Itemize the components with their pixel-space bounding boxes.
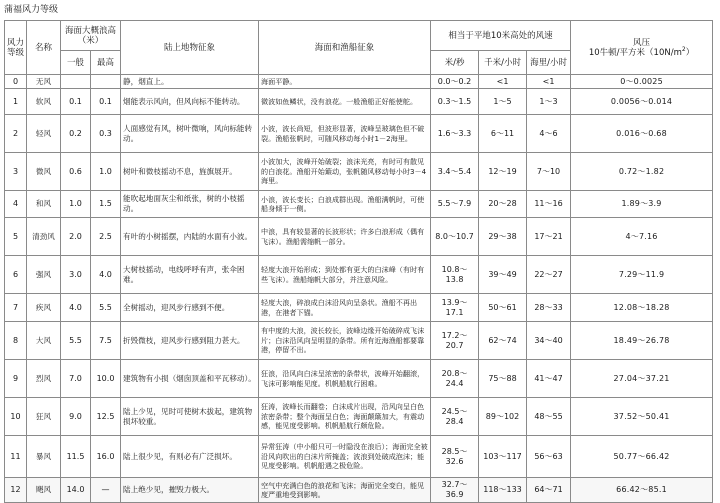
row-speed-ms: 20.8～24.4	[431, 360, 479, 398]
row-speed-ms: 1.6～3.3	[431, 115, 479, 153]
row-speed-knot: 22～27	[527, 256, 571, 294]
row-wave-max: 16.0	[91, 436, 121, 478]
row-wave-avg: 4.0	[61, 294, 91, 322]
row-speed-knot: 7～10	[527, 153, 571, 191]
row-name: 大风	[27, 322, 61, 360]
table-row	[5, 89, 713, 115]
row-sea: 空气中充满白色的浪花和飞沫；海面完全变白，能见度严重地受到影响。	[259, 478, 431, 503]
header-speed-ms: 米/秒	[431, 51, 479, 75]
row-name: 清劲风	[27, 218, 61, 256]
header-wave-max: 最高	[91, 51, 121, 75]
header-sea: 海面和渔船征象	[259, 21, 431, 75]
row-sea: 有中度的大浪，波长较长，波峰边缘开始破碎成飞沫片；白沫沿风向呈明显的条带。所有近海渔船都要靠港，停留不出。	[259, 322, 431, 360]
row-speed-kmh: 20～28	[479, 191, 527, 218]
row-wave-max: 5.5	[91, 294, 121, 322]
row-pressure: 0～0.0025	[571, 75, 713, 89]
row-land: 陆上少见，见时可使树木拔起，建筑物损坏较重。	[121, 398, 259, 436]
row-wave-max: 10.0	[91, 360, 121, 398]
row-speed-kmh: 29～38	[479, 218, 527, 256]
table-row	[5, 153, 713, 191]
row-speed-ms: 5.5～7.9	[431, 191, 479, 218]
row-speed-knot: 41～47	[527, 360, 571, 398]
row-land: 建筑物有小损（烟囱顶盖和平瓦移动）。	[121, 360, 259, 398]
row-sea: 中浪，具有较显著的长波形状；许多白浪形成（偶有飞沫）。渔船需缩帆一部分。	[259, 218, 431, 256]
header-land: 陆上地物征象	[121, 21, 259, 75]
row-wave-avg: 1.0	[61, 191, 91, 218]
row-speed-ms: 32.7～36.9	[431, 478, 479, 503]
row-speed-kmh: 50～61	[479, 294, 527, 322]
row-speed-ms: 10.8～13.8	[431, 256, 479, 294]
row-grade: 10	[5, 398, 27, 436]
header-name: 名称	[27, 21, 61, 75]
row-wave-avg: 0.6	[61, 153, 91, 191]
header-speed-kmh: 千米/小时	[479, 51, 527, 75]
table-row	[5, 191, 713, 218]
header-pressure-top: 风压	[633, 37, 651, 48]
row-wave-avg: 2.0	[61, 218, 91, 256]
row-grade: 4	[5, 191, 27, 218]
row-speed-ms: 13.9～17.1	[431, 294, 479, 322]
row-wave-avg: 9.0	[61, 398, 91, 436]
row-grade: 7	[5, 294, 27, 322]
row-name: 微风	[27, 153, 61, 191]
row-name: 软风	[27, 89, 61, 115]
row-sea: 小波，波长尚短，但波形显著，波峰呈玻璃色但不破裂。渔船张帆时，可随风移动每小时1－2海里。	[259, 115, 431, 153]
row-land: 陆上绝少见，摧毁力极大。	[121, 478, 259, 503]
row-pressure: 27.04～37.21	[571, 360, 713, 398]
row-pressure: 50.77～66.42	[571, 436, 713, 478]
table-row	[5, 478, 713, 503]
row-name: 烈风	[27, 360, 61, 398]
row-grade: 6	[5, 256, 27, 294]
row-wave-avg	[61, 75, 91, 89]
row-wave-avg: 0.2	[61, 115, 91, 153]
row-sea: 海面平静。	[259, 75, 431, 89]
header-pressure	[571, 21, 713, 75]
header-wave-avg: 一般	[61, 51, 91, 75]
row-wave-avg: 14.0	[61, 478, 91, 503]
row-speed-knot: 11～16	[527, 191, 571, 218]
row-wave-max	[91, 75, 121, 89]
row-wave-avg: 11.5	[61, 436, 91, 478]
row-pressure: 4～7.16	[571, 218, 713, 256]
row-wave-max: 1.5	[91, 191, 121, 218]
row-speed-knot: 56～63	[527, 436, 571, 478]
row-grade: 2	[5, 115, 27, 153]
row-speed-kmh: 103～117	[479, 436, 527, 478]
row-speed-ms: 0.3～1.5	[431, 89, 479, 115]
row-wave-avg: 7.0	[61, 360, 91, 398]
row-grade: 9	[5, 360, 27, 398]
row-speed-knot: 1～3	[527, 89, 571, 115]
row-wave-max: 2.5	[91, 218, 121, 256]
row-speed-knot: 34～40	[527, 322, 571, 360]
beaufort-table	[4, 20, 713, 503]
row-speed-kmh: 1～5	[479, 89, 527, 115]
row-name: 疾风	[27, 294, 61, 322]
row-speed-kmh: 39～49	[479, 256, 527, 294]
row-wave-max: 1.0	[91, 153, 121, 191]
row-speed-ms: 24.5～28.4	[431, 398, 479, 436]
row-pressure: 18.49～26.78	[571, 322, 713, 360]
header-speed: 相当于平地10米高处的风速	[431, 21, 571, 51]
row-land: 静，烟直上。	[121, 75, 259, 89]
row-speed-knot: 48～55	[527, 398, 571, 436]
row-wave-avg: 0.1	[61, 89, 91, 115]
row-land: 人面感觉有风，树叶微响，风向标能转动。	[121, 115, 259, 153]
row-grade: 5	[5, 218, 27, 256]
row-wave-avg: 5.5	[61, 322, 91, 360]
row-land: 折毁微枝，迎风步行感到阻力甚大。	[121, 322, 259, 360]
row-wave-max: —	[91, 478, 121, 503]
row-sea: 异常狂涛（中小船只可一时隐没在浪后）；海面完全被沿风向吹出的白沫片所掩盖；波浪到处破成泡沫；能见度受影响。机帆船遇之极危险。	[259, 436, 431, 478]
row-grade: 3	[5, 153, 27, 191]
row-name: 和风	[27, 191, 61, 218]
header-speed-knot: 海里/小时	[527, 51, 571, 75]
row-wave-max: 7.5	[91, 322, 121, 360]
row-speed-knot: 28～33	[527, 294, 571, 322]
row-grade: 8	[5, 322, 27, 360]
row-land: 有叶的小树摇摆，内陆的水面有小波。	[121, 218, 259, 256]
row-speed-ms: 3.4～5.4	[431, 153, 479, 191]
row-name: 飓风	[27, 478, 61, 503]
page-title: 蒲福风力等级	[4, 5, 59, 15]
row-pressure: 0.72～1.82	[571, 153, 713, 191]
row-name: 狂风	[27, 398, 61, 436]
row-sea: 狂涛，波峰长而翻卷；白沫成片出现，沿风向呈白色浓密条带；整个海面呈白色；海面颠簸加大，有震动感，能见度受影响。机帆船航行颇危险。	[259, 398, 431, 436]
row-land: 大树枝摇动，电线呼呼有声，张伞困难。	[121, 256, 259, 294]
row-name: 轻风	[27, 115, 61, 153]
row-sea: 微波如鱼鳞状，没有浪花。一般渔船正好能使舵。	[259, 89, 431, 115]
row-speed-kmh: 12～19	[479, 153, 527, 191]
row-speed-knot: <1	[527, 75, 571, 89]
row-pressure: 66.42～85.1	[571, 478, 713, 503]
row-land: 全树摇动，迎风步行感到不便。	[121, 294, 259, 322]
row-speed-ms: 0.0～0.2	[431, 75, 479, 89]
table-row	[5, 75, 713, 89]
row-sea: 狂浪，沿风向白沫呈浓密的条带状，波峰开始翻滚，飞沫可影响能见度。机帆船航行困难。	[259, 360, 431, 398]
row-wave-max: 4.0	[91, 256, 121, 294]
row-speed-ms: 17.2～20.7	[431, 322, 479, 360]
row-pressure: 37.52～50.41	[571, 398, 713, 436]
row-speed-kmh: 62～74	[479, 322, 527, 360]
row-speed-kmh: 6～11	[479, 115, 527, 153]
row-pressure: 0.016～0.68	[571, 115, 713, 153]
row-land: 树叶和微枝摇动不息，旌旗展开。	[121, 153, 259, 191]
table-row	[5, 436, 713, 478]
row-speed-kmh: 89～102	[479, 398, 527, 436]
row-sea: 轻度大浪，碎浪成白沫沿风向呈条状。渔船不再出港，在港者下锚。	[259, 294, 431, 322]
row-speed-kmh: <1	[479, 75, 527, 89]
header-wave: 海面大概浪高（米）	[61, 21, 121, 51]
header-grade: 风力等级	[5, 21, 27, 75]
row-grade: 12	[5, 478, 27, 503]
row-speed-ms: 28.5～32.6	[431, 436, 479, 478]
table-row	[5, 360, 713, 398]
row-pressure: 1.89～3.9	[571, 191, 713, 218]
row-wave-max: 0.1	[91, 89, 121, 115]
row-speed-knot: 17～21	[527, 218, 571, 256]
table-row	[5, 256, 713, 294]
row-wave-avg: 3.0	[61, 256, 91, 294]
table-row	[5, 218, 713, 256]
row-land: 烟能表示风向，但风向标不能转动。	[121, 89, 259, 115]
row-speed-knot: 4～6	[527, 115, 571, 153]
row-name: 强风	[27, 256, 61, 294]
row-grade: 11	[5, 436, 27, 478]
row-sea: 轻度大浪开始形成；到处都有更大的白沫峰（有时有些飞沫）。渔船缩帆大部分，并注意风险。	[259, 256, 431, 294]
header-pressure-unit: 10牛顿/平方米$(10N/m^2)$	[588, 45, 695, 58]
row-speed-ms: 8.0～10.7	[431, 218, 479, 256]
row-pressure: 12.08～18.28	[571, 294, 713, 322]
row-sea: 小波加大，波峰开始破裂；浪沫光亮，有时可有散见的白浪花。渔船开始簸动，张帆随风移动每小时3－4海里。	[259, 153, 431, 191]
table-row	[5, 322, 713, 360]
row-sea: 小浪，波长变长；白浪成群出现。渔船满帆时，可使船身倾于一侧。	[259, 191, 431, 218]
row-speed-kmh: 75～88	[479, 360, 527, 398]
table-row	[5, 115, 713, 153]
row-grade: 0	[5, 75, 27, 89]
row-name: 暴风	[27, 436, 61, 478]
row-land: 能吹起地面灰尘和纸张，树的小枝摇动。	[121, 191, 259, 218]
row-pressure: 0.0056～0.014	[571, 89, 713, 115]
row-grade: 1	[5, 89, 27, 115]
table-row	[5, 294, 713, 322]
row-land: 陆上很少见，有则必有广泛损坏。	[121, 436, 259, 478]
row-speed-knot: 64～71	[527, 478, 571, 503]
row-wave-max: 12.5	[91, 398, 121, 436]
row-name: 无风	[27, 75, 61, 89]
row-speed-kmh: 118～133	[479, 478, 527, 503]
row-wave-max: 0.3	[91, 115, 121, 153]
row-pressure: 7.29～11.9	[571, 256, 713, 294]
table-row	[5, 398, 713, 436]
